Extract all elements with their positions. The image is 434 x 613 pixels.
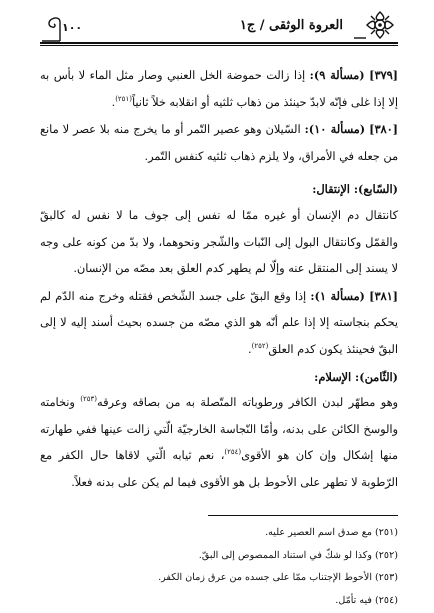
text-part: وهو مطهّر لبدن الكافر ورطوباته المتّصلة به من بصاقه وعرقه: [97, 396, 398, 410]
section-seventh-text: كانتقال دم الإنسان أو غيره ممّا له نفس إلى جوف ما لا نفس له كالبقّ والقمّل وكانتقال البول إلى النّبات والشّجر ونحوهما، ولا بدّ من كونه على وجه لا يسند إلى المنتقل عنه وإلّا لم يطهر كدم العلق بعد مصّه من الإنسان.: [40, 208, 399, 276]
footnotes: [40, 522, 398, 612]
footnote-ref[interactable]: (٢٥١): [115, 94, 132, 103]
issue-381: [40, 283, 398, 364]
issue-number: [٣٧٩]: [369, 68, 398, 82]
footnote-253: (٢٥٣) الأحوط الإجتناب ممّا على جسده من عرق زمان الكفر.: [158, 572, 398, 583]
page-number: ١٠٠: [62, 21, 83, 34]
footnote-251: (٢٥١) مع صدق اسم العصير عليه.: [265, 527, 398, 538]
header-rule: [40, 42, 398, 44]
section-heading-seventh: (السّابع): الإنتقال:: [312, 182, 398, 197]
page-header: [40, 8, 398, 48]
section-heading-eighth: (الثّامن): الإسلام:: [314, 369, 398, 384]
main-text: [40, 62, 398, 497]
footnote-ref[interactable]: (٢٥٤): [224, 448, 242, 457]
issue-number: [٣٨٠]: [369, 122, 398, 137]
footnote-ref[interactable]: (٢٥٣): [80, 395, 98, 404]
header-rule-thin: [40, 45, 398, 46]
issue-number: [٣٨١]: [369, 288, 398, 303]
issue-379: [40, 62, 398, 116]
issue-label: (مسألة ١):: [310, 288, 365, 303]
text-part: ، نعم ثيابه الّتي لاقاها حال الكفر مع الرّطوبة لا تطهر على الأحوط بل هو الأقوى فيما لم يكن على بدنه فعلاً.: [40, 449, 398, 489]
issue-text-end: .: [248, 342, 252, 356]
text-part: ونخامته والوسخ الكائن على بدنه، وأمّا النّجاسة الخارجيّة الّتي زالت عينها ففي طهارته منها إشكال وإن كان هو الأقوى: [40, 396, 398, 463]
issue-text: السّيلان وهو عصير التّمر أو ما يخرج منه بلا عصر لا مانع من جعله في الأمراق، ولا يلزم ذهاب ثلثيه كنفس التّمر.: [40, 123, 398, 163]
corner-ornament-icon: [40, 16, 62, 42]
footnote-divider: [208, 515, 398, 516]
issue-text-end: .: [111, 95, 116, 109]
footnote-254: (٢٥٤) فيه تأمّل.: [335, 594, 398, 606]
section-eighth-text: [40, 390, 398, 496]
issue-label: (مسألة ١٠):: [304, 122, 366, 137]
footnote-ref[interactable]: (٢٥٢): [251, 342, 269, 351]
issue-label: (مسألة ٩):: [309, 68, 365, 82]
footnote-252: (٢٥٢) وكذا لو شكّ في استناد الممصوص إلى البقّ.: [198, 549, 398, 561]
issue-text: إذا زالت حموضة الخل العنبي وصار مثل الماء لا بأس به إلا إذا غلى فإنّه لابدّ حينئذ من ذهاب ثلثيه أو انقلابه خلاً ثانياً: [40, 69, 398, 109]
book-title: العروة الوثقى / ج١: [239, 18, 343, 33]
floral-ornament-icon: [354, 8, 398, 44]
issue-380: [40, 116, 398, 170]
issue-text: إذا وقع البقّ على جسد الشّخص فقتله وخرج منه الدّم لم يحكم بنجاسته إلا إذا علم أنّه هو الذي مصّه من جسده بحيث أسند إليه لا إلى البقّ فحينئذ يكون كدم العلق: [40, 289, 398, 356]
